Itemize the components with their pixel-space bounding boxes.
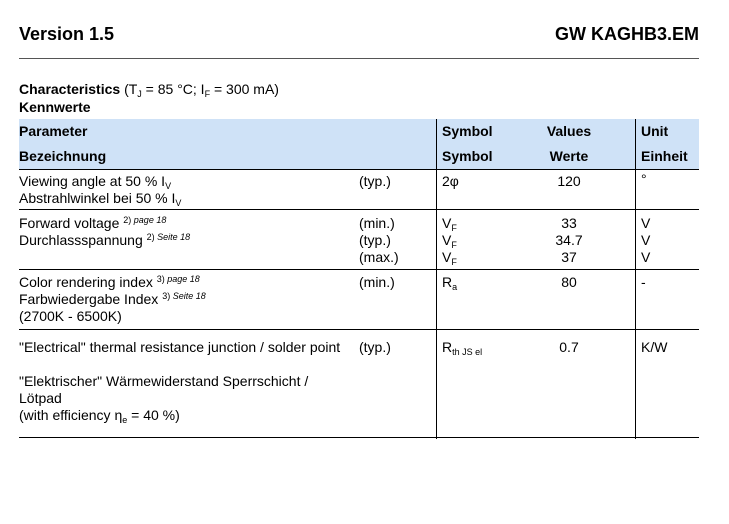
symbol-subscript: F [451,240,457,250]
condition-close: = 300 mA) [210,81,279,97]
symbol [442,274,457,291]
symbol-subscript: F [451,257,457,267]
table-row-viewing-angle-en [19,173,171,190]
param-subscript: V [165,181,172,191]
symbol [442,339,482,356]
symbol-main: V [442,215,452,231]
part-number: GW KAGHB3.EM [555,24,699,44]
symbol-main: V [442,249,452,265]
value: 34.7 [555,232,583,248]
condition-mid: = 85 °C; I [141,81,205,97]
header-divider [19,58,699,59]
footnote-page: Seite 18 [170,291,206,301]
tj-subscript: J [137,89,142,99]
characteristics-german-label: Kennwerte [19,99,91,115]
row-divider [19,437,699,438]
param-text: Durchlassspannung [19,232,147,248]
qualifier: (min.) [359,274,395,290]
footnote-page: Seite 18 [154,232,191,242]
row-divider [19,329,699,330]
table-row-thermal-resistance-en: "Electrical" thermal resistance junction / solder point [19,339,341,355]
header-unit-de: Einheit [641,148,688,164]
unit: ° [641,171,647,187]
document-version: Version 1.5 [19,24,115,44]
qualifier: (typ.) [359,173,391,189]
param-text: (with efficiency η [19,407,123,423]
param-subscript: V [175,198,182,208]
symbol-main: R [442,339,453,355]
table-row-forward-voltage-en [19,215,166,232]
symbol [442,249,457,266]
unit: V [641,232,651,248]
row-divider [19,169,699,170]
condition-open: (T [124,81,138,97]
footnote-ref: 3) [162,291,171,301]
symbol: 2φ [442,173,459,189]
symbol-subscript: th JS el [452,347,483,357]
table-row-cri-en [19,274,200,291]
table-row-thermal-resistance-de: "Elektrischer" Wärmewiderstand Sperrschicht / [19,373,309,389]
header-symbol-de: Symbol [442,148,493,164]
header-values-de: Werte [549,148,589,164]
param-text: = 40 %) [127,407,180,423]
table-row-efficiency-note [19,407,180,424]
unit: V [641,215,651,231]
qualifier: (min.) [359,215,395,231]
footnote-ref: 3) [156,274,165,284]
footnote-page: page 18 [131,215,167,225]
unit: K/W [641,339,668,355]
symbol-main: V [442,232,452,248]
qualifier: (typ.) [359,232,391,248]
param-text: Forward voltage [19,215,124,231]
header-values: Values [546,123,592,139]
value: 37 [561,249,577,265]
symbol-subscript: F [451,223,457,233]
table-row-cri-de [19,291,206,308]
footnote-ref: 2) [146,232,155,242]
symbol [442,232,457,249]
header-parameter: Parameter [19,123,88,139]
value: 80 [561,274,577,290]
param-text: Viewing angle at 50 % I [19,173,166,189]
table-row-cri-range: (2700K - 6500K) [19,308,122,324]
column-divider [436,119,437,439]
symbol [442,215,457,232]
symbol-subscript: a [452,282,458,292]
value: 0.7 [559,339,579,355]
header-parameter-de: Bezeichnung [19,148,107,164]
characteristics-title [19,81,279,97]
param-text: Farbwiedergabe Index [19,291,163,307]
header-unit: Unit [641,123,669,139]
unit: V [641,249,651,265]
param-text: Abstrahlwinkel bei 50 % I [19,190,176,206]
table-row-forward-voltage-de [19,232,190,249]
footnote-page: page 18 [164,274,200,284]
row-divider [19,269,699,270]
footnote-ref: 2) [123,215,132,225]
qualifier: (max.) [359,249,399,265]
characteristics-label: Characteristics [19,81,121,97]
table-row-thermal-resistance-de-2: Lötpad [19,390,62,406]
unit: - [641,274,646,290]
table-row-viewing-angle-de [19,190,181,207]
value: 33 [561,215,577,231]
param-subscript: e [122,415,128,425]
value: 120 [557,173,581,189]
row-divider [19,209,699,210]
symbol-main: R [442,274,453,290]
page-header [19,24,699,48]
param-text: Color rendering index [19,274,157,290]
characteristics-table [19,119,699,439]
column-divider [635,119,636,439]
qualifier: (typ.) [359,339,391,355]
if-subscript: F [204,89,211,99]
header-symbol: Symbol [442,123,493,139]
